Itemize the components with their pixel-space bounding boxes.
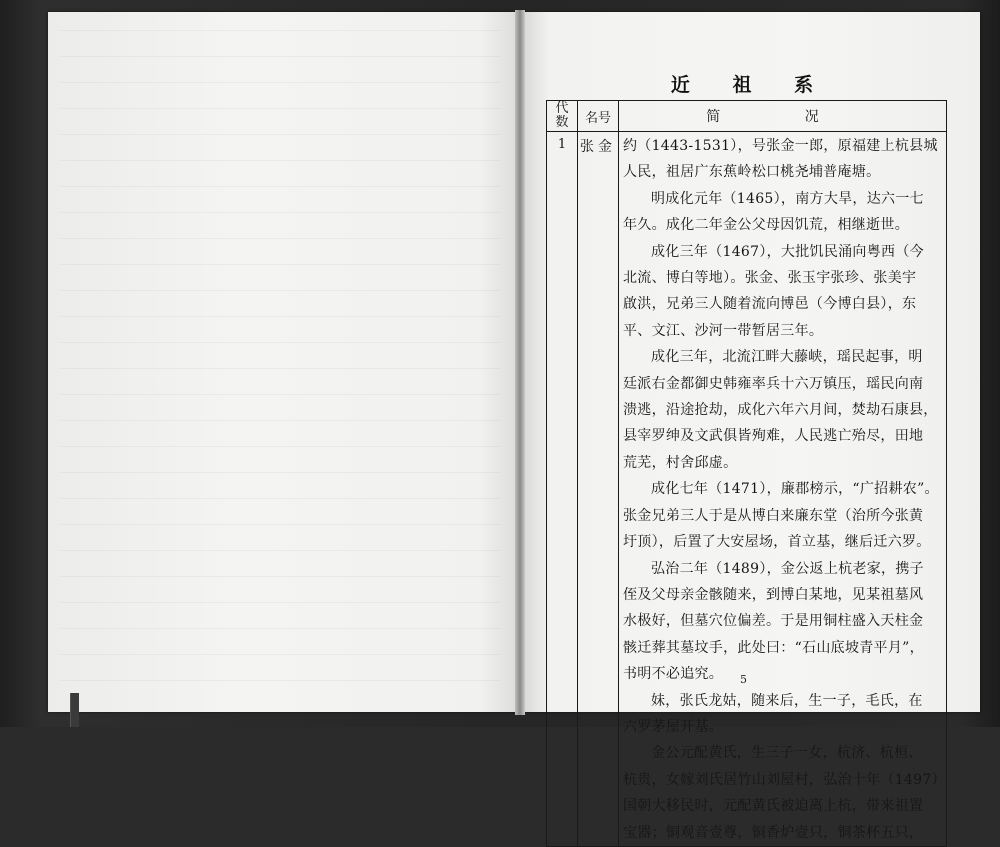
description-line: 国朝大移民时，元配黄氏被迫离上杭，带来祖置	[623, 798, 924, 815]
description-line: 杭贵，女嫁刘氏居竹山刘屋村，弘治十年（1497）	[623, 771, 946, 788]
description-line: 侄及父母亲金骸随来，到博白某地，见某祖墓风	[623, 586, 924, 603]
header-generation-line1: 代	[555, 101, 569, 116]
book-gutter	[515, 10, 525, 715]
description-line: 水极好，但墓穴位偏差。于是用铜柱盛入天柱金	[623, 613, 924, 630]
description-line: 妹，张氏龙姑，随来后，生一子，毛氏，在	[651, 692, 923, 709]
description-line: 成化三年（1467），大批饥民涌向粤西（今	[651, 243, 924, 260]
ribbon-bookmark	[70, 693, 79, 727]
page-number: 5	[740, 673, 747, 686]
description-line: 啟洪，兄弟三人随着流向博邑（今博白县），东	[623, 296, 917, 313]
description-line: 弘治二年（1489），金公返上杭老家，携子	[651, 560, 924, 577]
description-line: 廷派右金都御史韩雍率兵十六万镇压，瑶民向南	[623, 375, 924, 392]
description-line: 明成化元年（1465），南方大旱，达六一七	[651, 190, 924, 207]
description-line: 书明不必追究。	[623, 666, 724, 683]
page-title: 近 祖 系	[670, 74, 832, 96]
table-row	[547, 132, 947, 847]
description-line: 金公元配黄氏，生三子一女，杭济、杭桓、	[651, 745, 923, 762]
description-line: 成化三年，北流江畔大藤峡，瑶民起事，明	[651, 349, 923, 366]
cell-description	[619, 132, 947, 847]
description-line: 成化七年（1471），廉郡榜示，“广招耕农”。	[651, 481, 939, 498]
description-line: 人民，祖居广东蕉岭松口桃尧埔普庵塘。	[623, 164, 881, 181]
description-line: 年久。成化二年金公父母因饥荒，相继逝世。	[623, 217, 909, 234]
cell-name: 张金	[578, 132, 619, 847]
description-line: 六罗茅屋开基。	[623, 718, 724, 735]
description-line: 约（1443-1531），号张金一郎，原福建上杭县城	[623, 138, 938, 154]
description-line: 宝器；铜观音壹尊，铜香炉壹只，铜茶杯五只，	[623, 824, 924, 841]
cell-generation: 1	[547, 132, 578, 847]
description-line: 溃逃，沿途抢劫，成化六年六月间，焚劫石康县，	[623, 402, 938, 419]
header-description: 简 况	[619, 101, 947, 132]
header-generation	[547, 101, 578, 132]
description-line: 骸迁葬其墓坟手，此处曰：“石山底坡青平月”，	[623, 639, 924, 656]
description-line: 荒芜，村舍邱虚。	[623, 454, 738, 471]
description-line: 县宰罗绅及文武俱皆殉难，人民逃亡殆尽，田地	[623, 428, 924, 445]
description-line: 张金兄弟三人于是从博白来廉东堂（治所今张黄	[623, 507, 924, 524]
description-line: 平、文江、沙河一带暂居三年。	[623, 322, 824, 339]
table-header-row	[547, 101, 947, 132]
description-line: 北流、博白等地）。张金、张玉宇张珍、张美宇	[623, 270, 917, 287]
header-name: 名号	[578, 101, 619, 132]
show-through-texture	[60, 30, 500, 690]
description-line: 圩顶），后置了大安屋场，首立基，继后迁六罗。	[623, 534, 931, 551]
genealogy-table	[546, 100, 947, 847]
header-generation-line2: 数	[555, 115, 569, 130]
